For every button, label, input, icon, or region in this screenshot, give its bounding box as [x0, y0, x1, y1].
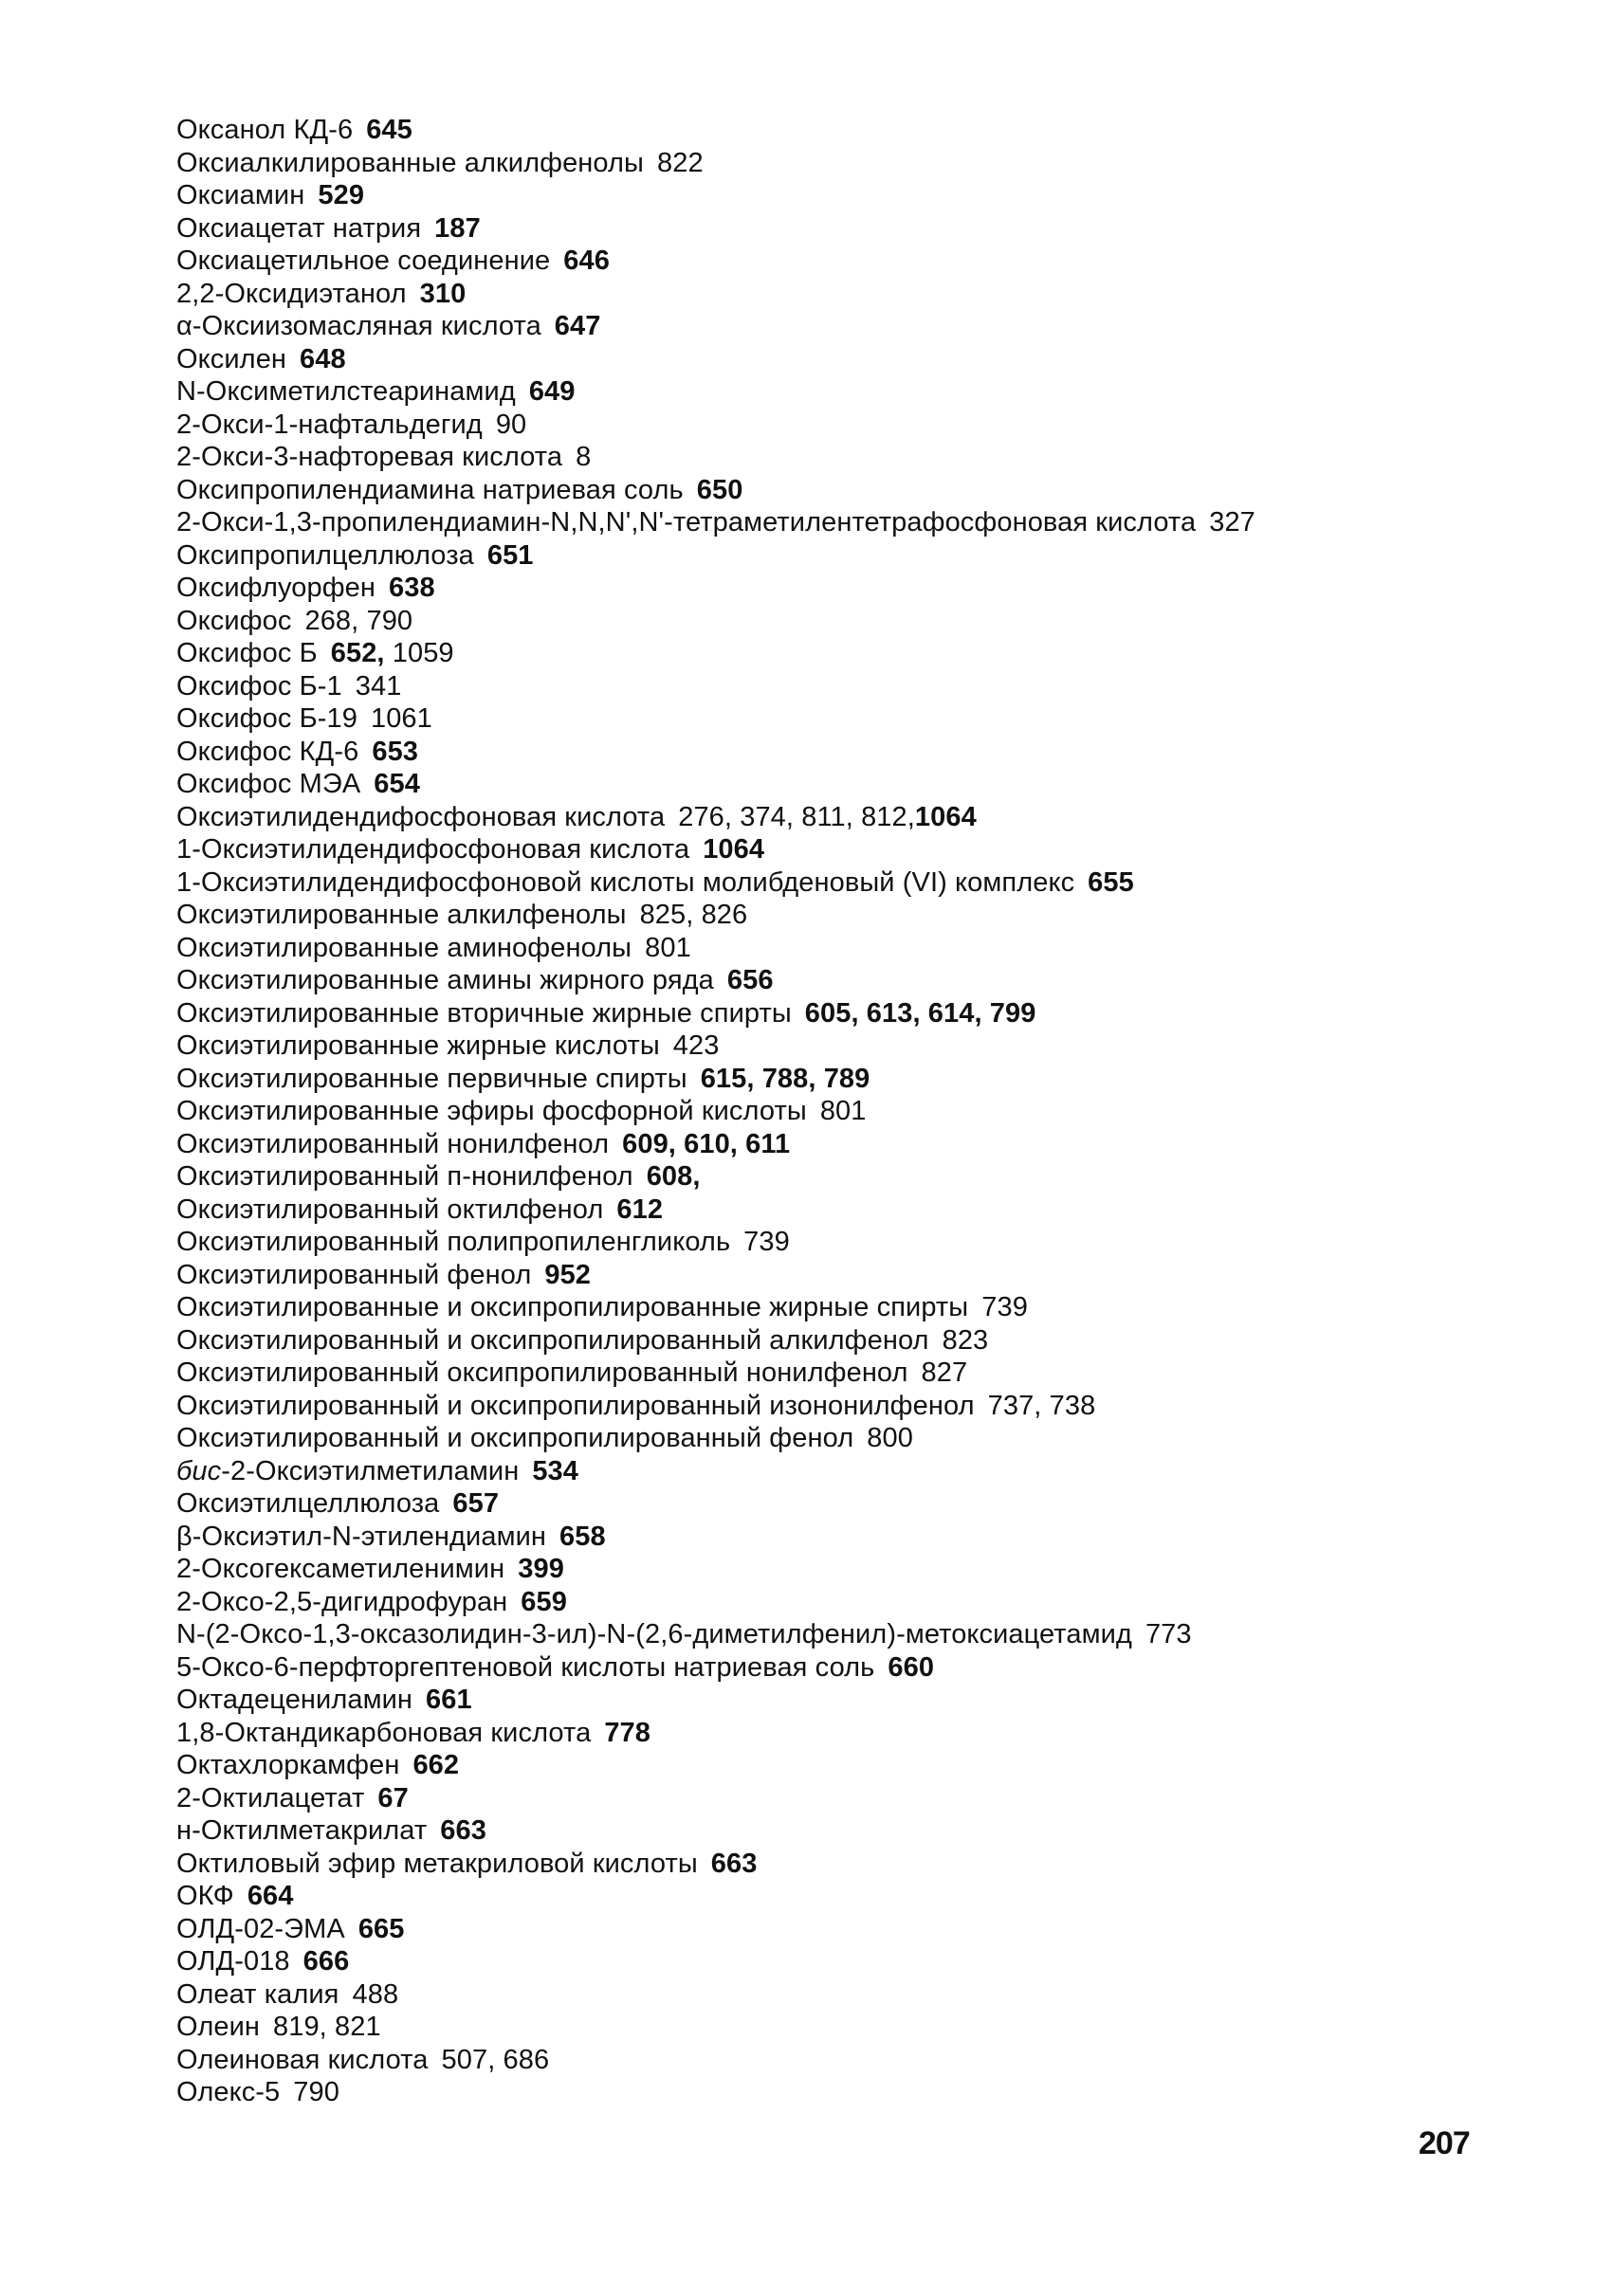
index-term-text: Оксиэтилированные аминофенолы — [176, 932, 632, 963]
index-entry — [176, 899, 1523, 932]
index-page-ref: 488 — [352, 1978, 399, 2010]
index-term-text: N-(2-Оксо-1,3-оксазолидин-3-ил)-N-(2,6-диметилфенил)-метоксиацетамид — [176, 1619, 1132, 1649]
index-entry — [176, 702, 1523, 736]
index-term-text: Оксиэтилированный октилфенол — [176, 1194, 604, 1225]
index-term — [176, 1718, 591, 1748]
index-term — [176, 180, 304, 210]
index-entry — [176, 1848, 1523, 1881]
index-entry — [176, 1880, 1523, 1913]
index-page-ref: 276, 374, 811, 812, — [678, 801, 915, 832]
index-page-ref: 646 — [563, 246, 610, 276]
index-entry — [176, 1357, 1523, 1390]
index-entry — [176, 114, 1523, 147]
index-term — [176, 1914, 345, 1944]
index-term-text: 2-Окси-3-нафторевая кислота — [176, 442, 563, 472]
index-term-text: 2-Оксогексаметиленимин — [176, 1554, 505, 1584]
index-entry — [176, 278, 1523, 311]
index-term — [176, 148, 644, 178]
index-entry — [176, 1717, 1523, 1750]
index-term-text: 2,2-Оксидиэтанол — [176, 278, 407, 309]
index-entry — [176, 997, 1523, 1030]
index-term — [176, 2012, 260, 2042]
index-entry — [176, 245, 1523, 278]
index-term — [176, 311, 541, 341]
index-term — [176, 1815, 427, 1846]
index-entry — [176, 572, 1523, 605]
index-entry — [176, 637, 1523, 670]
index-term-text: 1,8-Октандикарбоновая кислота — [176, 1717, 592, 1748]
index-term-text: 2-Оксо-2,5-дигидрофуран — [176, 1586, 508, 1617]
index-term-text: Оксиэтилированный и оксипропилированный алкилфенол — [176, 1324, 929, 1356]
index-page-ref: 645 — [366, 115, 412, 145]
index-list — [176, 114, 1523, 2109]
index-term-text: Оксиэтилированные амины жирного ряда — [176, 965, 714, 995]
index-page-ref: 1064 — [914, 801, 977, 832]
index-term — [176, 1096, 807, 1126]
index-entry — [176, 409, 1523, 442]
index-page-ref: 800 — [867, 1423, 913, 1453]
index-entry — [176, 1814, 1523, 1848]
index-term-text: Оксиэтилированный и оксипропилированный фенол — [176, 1423, 854, 1453]
index-page-ref: 529 — [318, 180, 365, 210]
index-term-text: Оксифос Б-19 — [176, 703, 357, 734]
index-term-text: н-Октилметакрилат — [176, 1815, 428, 1846]
index-term — [176, 1619, 1132, 1649]
index-entry — [176, 1128, 1523, 1161]
index-page-ref: 655 — [1088, 866, 1134, 898]
index-page-ref: 1059 — [384, 638, 454, 668]
index-term — [176, 246, 550, 276]
index-term — [176, 1064, 687, 1094]
index-entry — [176, 539, 1523, 573]
index-term-text: Оксифос Б-1 — [176, 670, 342, 702]
index-term-text: Оксиэтилированный полипропиленгликоль — [176, 1227, 731, 1257]
index-entry — [176, 1782, 1523, 1815]
index-term-text: Олеат калия — [176, 1978, 339, 2010]
index-page-ref: 652, — [330, 638, 385, 668]
index-term — [176, 1652, 874, 1683]
index-page-ref: 534 — [532, 1455, 578, 1486]
index-entry — [176, 375, 1523, 409]
index-page-ref: 90 — [495, 409, 527, 440]
index-term — [176, 737, 358, 767]
index-page-ref: 825, 826 — [639, 900, 748, 930]
index-term — [176, 1750, 399, 1780]
index-term-text: Оксиалкилированные алкилфенолы — [176, 147, 644, 178]
index-term — [176, 965, 714, 995]
index-page-ref: 663 — [440, 1815, 486, 1846]
index-term — [176, 1358, 908, 1388]
index-page-ref: 310 — [419, 278, 467, 309]
index-term-text: Октиловый эфир метакриловой кислоты — [176, 1848, 698, 1879]
index-page-ref: 612 — [616, 1194, 664, 1225]
index-page-ref: 653 — [372, 736, 419, 767]
index-page-ref: 737, 738 — [987, 1390, 1096, 1421]
index-page-ref: 605, 613, 614, 799 — [804, 997, 1036, 1029]
index-entry — [176, 2011, 1523, 2044]
index-page-ref: 608, — [646, 1161, 701, 1192]
index-term — [176, 933, 632, 963]
index-term — [176, 1325, 929, 1356]
index-term-text: Оксиэтилцеллюлоза — [176, 1488, 440, 1519]
index-term-text: 1-Оксиэтилидендифосфоновой кислоты молибденовый (VI) комплекс — [176, 866, 1075, 898]
index-term — [176, 2045, 429, 2075]
index-term-text: Оксифос — [176, 605, 292, 636]
index-page-ref: 658 — [559, 1521, 606, 1552]
index-page-ref: 67 — [377, 1782, 409, 1813]
index-page-ref: 739 — [743, 1227, 790, 1257]
index-term — [176, 376, 516, 407]
index-page-ref: 662 — [412, 1750, 460, 1780]
index-entry — [176, 932, 1523, 965]
index-term — [176, 475, 684, 505]
index-page-ref: 778 — [604, 1717, 650, 1748]
index-term — [176, 1554, 504, 1584]
index-page-ref: 507, 686 — [441, 2044, 550, 2075]
index-term — [176, 1227, 730, 1257]
index-entry — [176, 1651, 1523, 1685]
index-term-text: 2-Окси-1-нафтальдегид — [176, 409, 483, 440]
index-entry — [176, 670, 1523, 703]
index-page-ref: 773 — [1145, 1619, 1192, 1649]
index-term-text: Олеин — [176, 2012, 260, 2042]
index-term — [176, 344, 286, 374]
index-term-text: 2-Окси-1,3-пропилендиамин-N,N,N',N'-тетраметилентетрафосфоновая кислота — [176, 507, 1197, 538]
index-term-text: Оксипропилендиамина натриевая соль — [176, 474, 684, 505]
index-entry — [176, 2076, 1523, 2109]
index-term-text: Олеиновая кислота — [176, 2044, 429, 2075]
index-entry — [176, 1913, 1523, 1946]
index-entry — [176, 212, 1523, 246]
index-term — [176, 279, 407, 309]
index-term-text: Оксифос КД-6 — [176, 736, 359, 767]
index-entry — [176, 310, 1523, 343]
index-entry — [176, 1194, 1523, 1227]
index-entry — [176, 1978, 1523, 2012]
index-term — [176, 442, 562, 472]
index-entry — [176, 147, 1523, 180]
index-term — [176, 1129, 609, 1159]
index-term-text: Оксиэтилированный фенол — [176, 1259, 532, 1290]
index-term-text: Октадецениламин — [176, 1685, 413, 1715]
index-term-text: Оксанол КД-6 — [176, 115, 354, 145]
index-entry — [176, 1226, 1523, 1259]
index-page-ref: 399 — [518, 1554, 564, 1584]
index-term-text: 2-Октилацетат — [176, 1782, 365, 1813]
index-term-text: Оксиэтилидендифосфоновая кислота — [176, 801, 666, 832]
index-term-text: Оксиэтилированный оксипропилированный нонилфенол — [176, 1358, 908, 1388]
index-page-ref: 651 — [486, 539, 534, 571]
index-entry — [176, 1422, 1523, 1455]
index-term — [176, 507, 1196, 538]
index-term-text: Оксиэтилированные жирные кислоты — [176, 1030, 660, 1061]
index-page-ref: 187 — [434, 212, 481, 244]
index-entry — [176, 768, 1523, 801]
index-page-ref: 638 — [389, 573, 435, 603]
index-entry — [176, 1259, 1523, 1292]
index-page-ref: 664 — [247, 1881, 294, 1911]
index-term — [176, 606, 291, 636]
index-term-text: ОЛД-018 — [176, 1946, 290, 1977]
index-entry — [176, 833, 1523, 866]
index-term-text: Олекс-5 — [176, 2077, 281, 2107]
index-term — [176, 1979, 339, 2010]
index-entry — [176, 1030, 1523, 1063]
index-page-ref: 661 — [426, 1685, 472, 1715]
index-entry — [176, 1160, 1523, 1194]
index-entry — [176, 2044, 1523, 2077]
index-entry — [176, 1521, 1523, 1554]
index-term — [176, 2077, 280, 2107]
index-term-text: Оксиэтилированные алкилфенолы — [176, 900, 627, 930]
index-page-ref: 822 — [656, 147, 704, 178]
index-page-ref: 827 — [921, 1358, 968, 1388]
index-term-text: 5-Оксо-6-перфторгептеновой кислоты натриевая соль — [176, 1651, 875, 1683]
index-term — [176, 1030, 660, 1061]
index-page-ref: 952 — [544, 1259, 592, 1290]
index-term — [176, 1783, 364, 1813]
index-entry — [176, 1390, 1523, 1423]
index-page-ref: 327 — [1209, 507, 1255, 538]
index-term — [176, 703, 357, 734]
index-term-text: Оксифос Б — [176, 638, 318, 668]
index-page-ref: 659 — [521, 1586, 567, 1617]
index-page-ref: 609, 610, 611 — [622, 1128, 791, 1159]
index-term — [176, 900, 627, 930]
index-term — [176, 998, 792, 1029]
index-entry — [176, 1291, 1523, 1324]
index-page-ref: 423 — [672, 1030, 720, 1061]
index-entry — [176, 474, 1523, 507]
index-page-ref: 341 — [355, 670, 402, 702]
index-term-text: ОКФ — [176, 1881, 234, 1911]
index-term-text: Оксиэтилированный нонилфенол — [176, 1128, 610, 1159]
index-entry — [176, 506, 1523, 539]
index-page-ref: 615, 788, 789 — [700, 1063, 870, 1094]
index-term — [176, 1587, 507, 1617]
index-page-ref: 268, 790 — [304, 605, 413, 636]
index-entry — [176, 736, 1523, 769]
index-term-text: α-Оксиизомасляная кислота — [176, 311, 541, 341]
index-term-text: Оксилен — [176, 343, 287, 374]
index-term-prefix: бис — [176, 1455, 222, 1486]
index-term — [176, 769, 360, 799]
index-term-text: -2-Оксиэтилметиламин — [221, 1455, 520, 1486]
index-term-text: Оксиэтилированные первичные спирты — [176, 1063, 687, 1094]
index-term — [176, 410, 483, 440]
index-page-ref: 1061 — [370, 703, 432, 734]
page-number: 207 — [1419, 2125, 1470, 2161]
index-term-text: Оксиэтилированные эфиры фосфорной кислоты — [176, 1096, 807, 1126]
index-page-ref: 647 — [554, 311, 601, 341]
index-page-ref: 801 — [819, 1096, 867, 1126]
index-term — [176, 213, 421, 244]
index-page-ref: 663 — [710, 1848, 758, 1879]
index-page-ref: 650 — [696, 474, 743, 505]
index-page-ref: 665 — [357, 1913, 405, 1944]
index-page-ref: 649 — [528, 376, 576, 407]
index-page-ref: 823 — [942, 1324, 989, 1356]
index-page-ref: 648 — [300, 343, 346, 374]
index-term — [176, 1488, 439, 1519]
index-entry — [176, 1684, 1523, 1717]
index-entry — [176, 343, 1523, 376]
index-entry — [176, 605, 1523, 638]
index-term — [176, 671, 342, 702]
index-entry — [176, 866, 1523, 900]
index-term — [176, 802, 665, 832]
index-term-text: 1-Оксиэтилидендифосфоновая кислота — [176, 834, 690, 865]
index-term-text: β-Оксиэтил-N-этилендиамин — [176, 1521, 547, 1552]
index-term-text: Оксиацетильное соединение — [176, 246, 551, 276]
index-entry — [176, 1487, 1523, 1521]
index-term — [176, 540, 474, 571]
index-term — [176, 573, 376, 603]
index-term-text: Оксифос МЭА — [176, 769, 361, 799]
index-page-ref: 656 — [726, 965, 774, 995]
index-entry — [176, 801, 1523, 834]
index-page-ref: 739 — [981, 1292, 1028, 1322]
index-term-text: Октахлоркамфен — [176, 1750, 400, 1780]
index-term — [176, 1522, 546, 1552]
index-term — [176, 115, 353, 145]
index-entry — [176, 964, 1523, 997]
index-term — [176, 1685, 412, 1715]
index-term — [176, 1194, 603, 1225]
index-term-text: Оксиэтилированный и оксипропилированный изононилфенол — [176, 1390, 975, 1421]
index-page-ref: 790 — [293, 2077, 339, 2107]
index-term-text: Оксиацетат натрия — [176, 212, 422, 244]
index-page-ref: 801 — [645, 932, 691, 963]
index-entry — [176, 441, 1523, 474]
index-entry — [176, 1455, 1523, 1488]
index-page-ref: 8 — [576, 442, 592, 472]
index-term — [176, 1849, 698, 1879]
index-page-ref: 654 — [374, 769, 420, 799]
index-entry — [176, 1586, 1523, 1619]
index-term-text: Оксиэтилированные и оксипропилированные жирные спирты — [176, 1292, 969, 1322]
index-entry — [176, 1749, 1523, 1782]
index-term — [176, 1456, 519, 1486]
index-entry — [176, 1553, 1523, 1586]
index-page-ref: 660 — [888, 1651, 935, 1683]
index-entry — [176, 1063, 1523, 1096]
index-term-text: Оксиэтилированный п-нонилфенол — [176, 1161, 633, 1192]
index-page-ref: 819, 821 — [273, 2012, 381, 2042]
index-term — [176, 1946, 290, 1977]
index-term-text: Оксиамин — [176, 180, 305, 210]
index-term — [176, 1391, 975, 1421]
index-term — [176, 834, 689, 865]
index-term — [176, 1260, 531, 1290]
index-page-ref: 1064 — [703, 834, 765, 865]
index-term-text: Оксиэтилированные вторичные жирные спирты — [176, 997, 792, 1029]
index-term-text: ОЛД-02-ЭМА — [176, 1913, 345, 1944]
index-entry — [176, 1618, 1523, 1651]
index-entry — [176, 1945, 1523, 1978]
index-term — [176, 1292, 968, 1322]
index-term — [176, 867, 1074, 898]
index-entry — [176, 179, 1523, 212]
index-page-ref: 657 — [452, 1488, 500, 1519]
index-term — [176, 1881, 234, 1911]
index-term — [176, 1423, 853, 1453]
index-entry — [176, 1324, 1523, 1358]
index-page-ref: 666 — [302, 1946, 350, 1977]
index-term — [176, 1161, 633, 1192]
index-term-text: N-Оксиметилстеаринамид — [176, 376, 516, 407]
index-term — [176, 638, 318, 668]
index-entry — [176, 1095, 1523, 1128]
index-term-text: Оксифлуорфен — [176, 573, 376, 603]
index-term-text: Оксипропилцеллюлоза — [176, 539, 474, 571]
